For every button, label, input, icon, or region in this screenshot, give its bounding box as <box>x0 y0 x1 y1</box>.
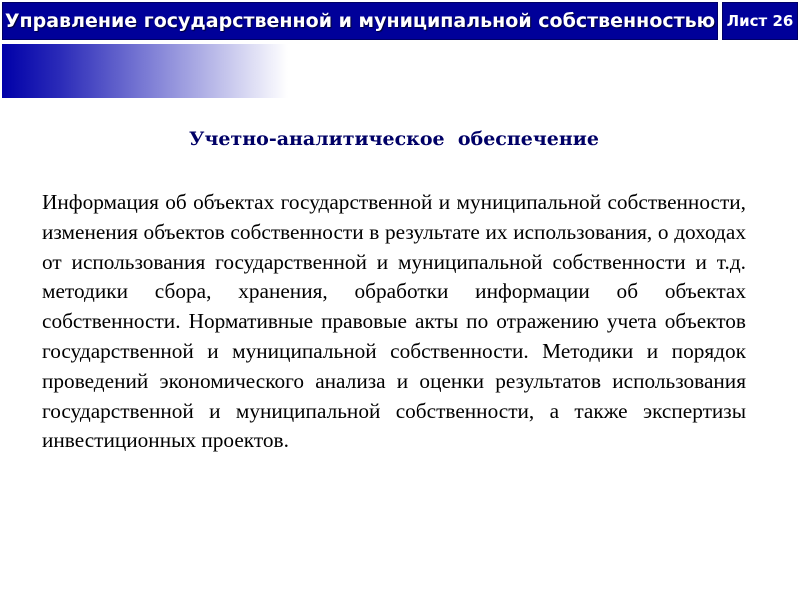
sheet-number-badge <box>722 2 798 40</box>
decorative-gradient-strip <box>2 44 288 98</box>
page-title: Управление государственной и муниципальной собственностью <box>4 10 716 32</box>
title-banner <box>2 2 718 40</box>
section-title: Учетно-аналитическое обеспечение <box>189 128 599 150</box>
sheet-number-label: Лист 26 <box>726 12 794 30</box>
body-paragraph: Информация об объектах государственной и муниципальной собственности, изменения объектов собственности в результате их использования, о доходах от использования государственной и муниципальной собственности и т.д. методики сбора, хранения, обработки информации об объектах собственности. Нормативные правовые акты по отражению учета объектов государственной и муниципальной собственности. Методики и порядок проведений экономического анализа и оценки результатов использования государственной и муниципальной собственности, а также экспертизы инвестиционных проектов. <box>42 190 757 453</box>
header-bar <box>0 0 800 44</box>
